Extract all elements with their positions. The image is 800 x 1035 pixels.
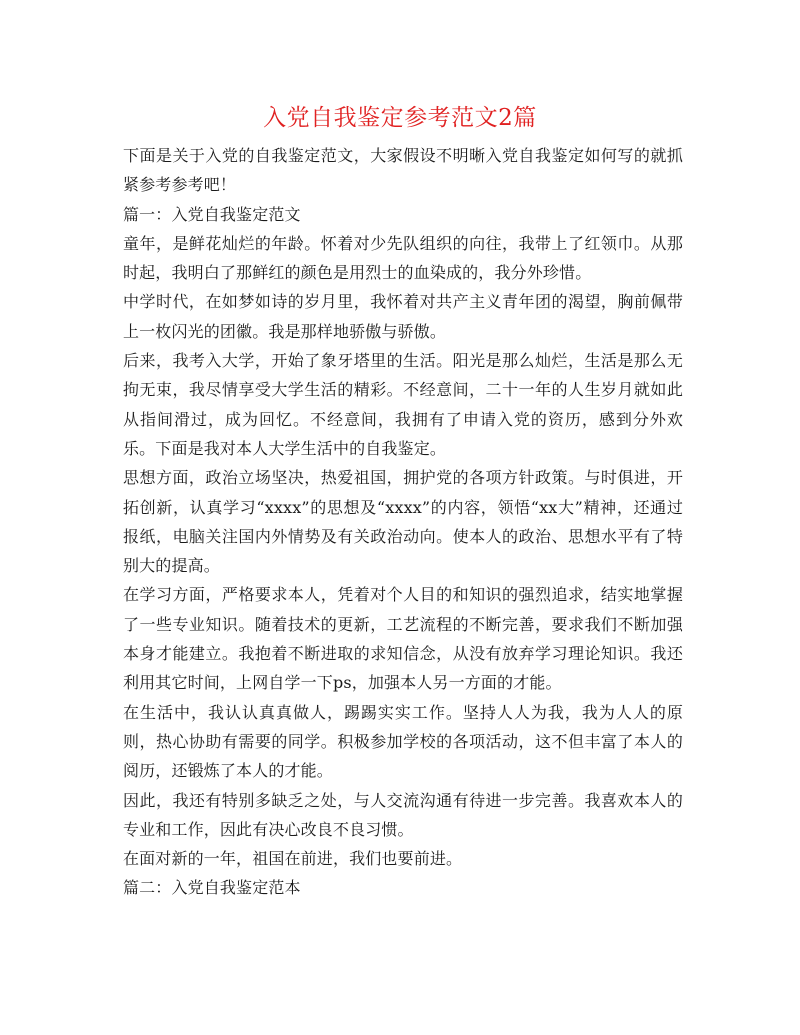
childhood-paragraph: 童年，是鲜花灿烂的年龄。怀着对少先队组织的向往，我带上了红领巾。从那时起，我明白了那鲜红的颜色是用烈士的血染成的，我分外珍惜。 (123, 233, 683, 283)
new-year-paragraph: 在面对新的一年，祖国在前进，我们也要前进。 (123, 849, 463, 869)
shortcomings-paragraph: 因此，我还有特别多缺乏之处，与人交流沟通有待进一步完善。我喜欢本人的专业和工作，因此有决心改良不良习惯。 (123, 790, 683, 839)
university-paragraph: 后来，我考入大学，开始了象牙塔里的生活。阳光是那么灿烂，生活是那么无拘无束，我尽情享受大学生活的精彩。不经意间，二十一年的人生岁月就如此从指间滑过，成为回忆。不经意间，我拥有了申请入党的资历，感到分外欢乐。下面是我对本人大学生活中的自我鉴定。 (123, 351, 683, 458)
life-paragraph: 在生活中，我认认真真做人，踢踢实实工作。坚持人人为我，我为人人的原则，热心协助有需要的同学。积极参加学校的各项活动，这不但丰富了本人的阅历，还锻炼了本人的才能。 (123, 702, 683, 781)
section-heading-part-two: 篇二：入党自我鉴定范本 (123, 878, 301, 898)
document-title: 入党自我鉴定参考范文2篇 (263, 105, 537, 131)
ideology-paragraph: 思想方面，政治立场坚决，热爱祖国，拥护党的各项方针政策。与时俱进，开拓创新，认真学习“xxxx”的思想及“xxxx”的内容，领悟“xx大”精神，还通过报纸，电脑关注国内外情势及有关政治动向。使本人的政治、思想水平有了特别大的提高。 (123, 468, 683, 576)
intro-paragraph: 下面是关于入党的自我鉴定范文，大家假设不明晰入党自我鉴定如何写的就抓紧参考参考吧！ (123, 146, 683, 195)
document-body (123, 141, 683, 903)
middle-school-paragraph: 中学时代，在如梦如诗的岁月里，我怀着对共产主义青年团的渴望，胸前佩带上一枚闪光的团徽。我是那样地骄傲与骄傲。 (123, 292, 683, 341)
study-paragraph: 在学习方面，严格要求本人，凭着对个人目的和知识的强烈追求，结实地掌握了一些专业知识。随着技术的更新，工艺流程的不断完善，要求我们不断加强本身才能建立。我抱着不断进取的求知信念，从没有放弃学习理论知识。我还利用其它时间，上网自学一下ps，加强本人另一方面的才能。 (123, 585, 683, 693)
section-heading-part-one: 篇一：入党自我鉴定范文 (123, 204, 301, 224)
